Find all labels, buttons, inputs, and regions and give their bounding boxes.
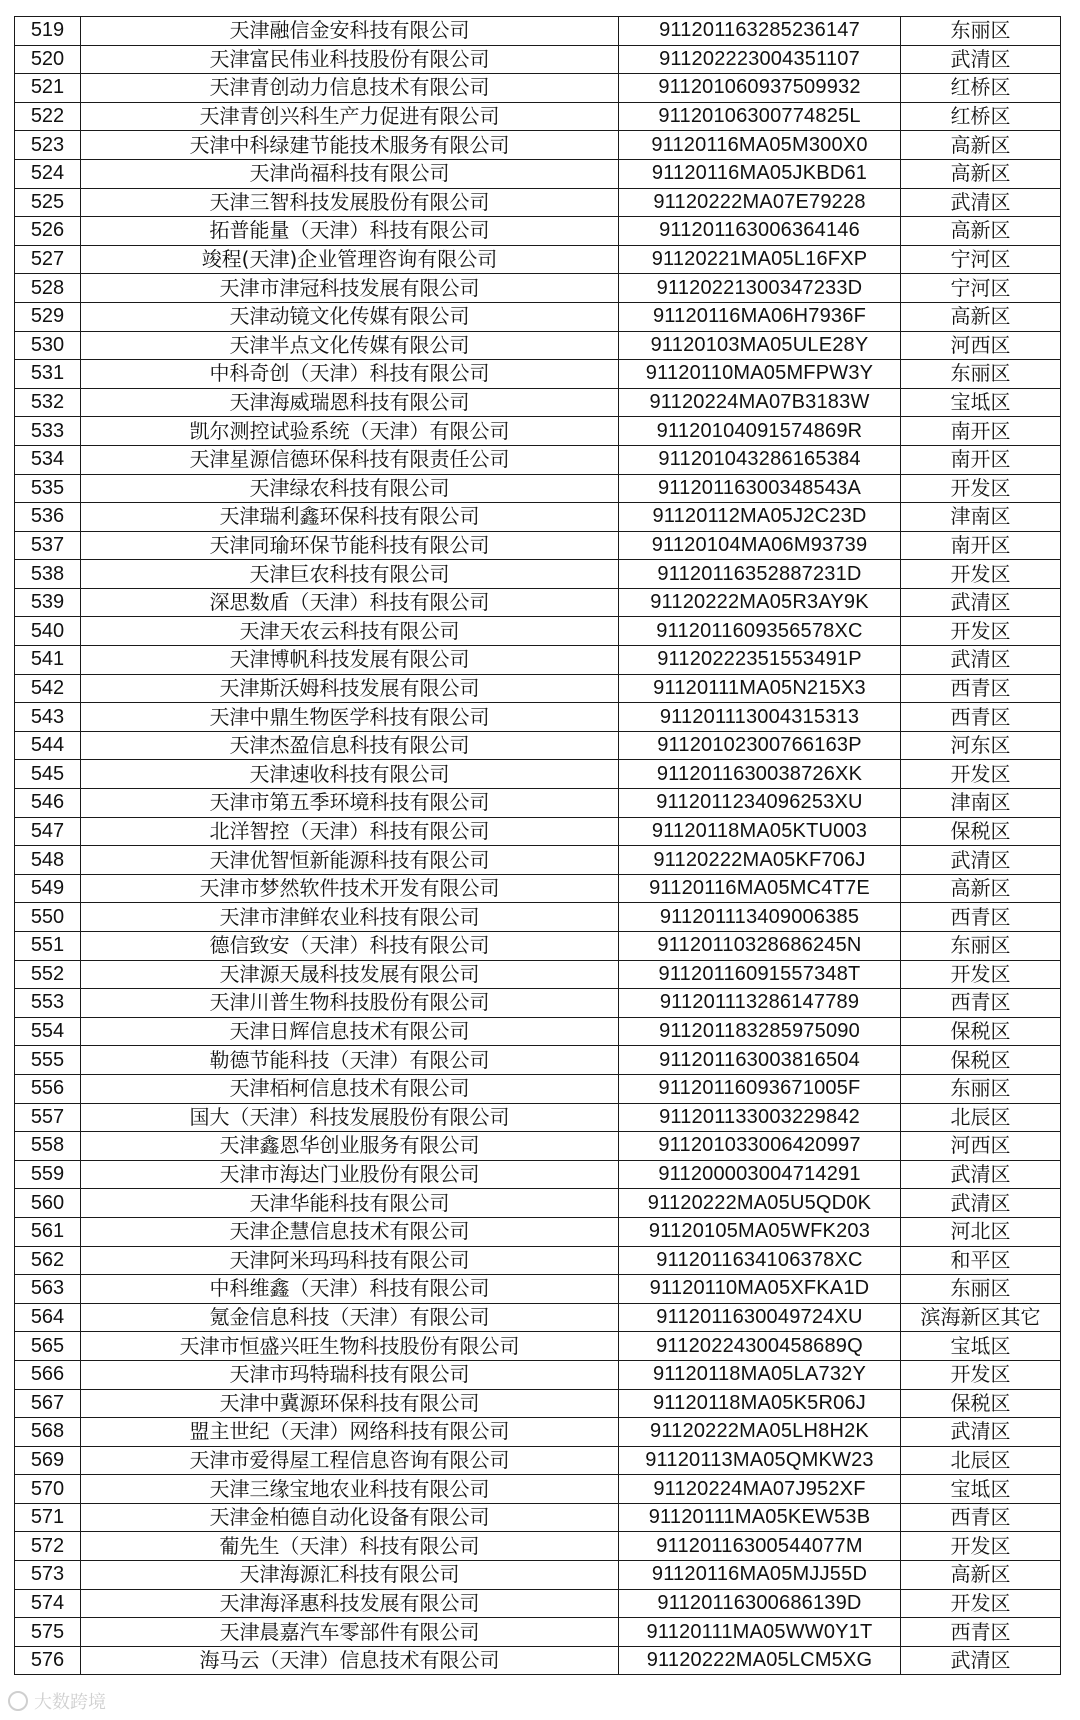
district-cell: 武清区 — [901, 846, 1061, 875]
table-row — [15, 1446, 1061, 1475]
company-name-cell: 天津市梦然软件技术开发有限公司 — [81, 874, 619, 903]
row-number-cell: 563 — [15, 1275, 81, 1304]
district-cell: 高新区 — [901, 159, 1061, 188]
credit-code-cell: 91120222MA05KF706J — [619, 846, 901, 875]
district-cell: 武清区 — [901, 1646, 1061, 1675]
table-row — [15, 646, 1061, 675]
credit-code-cell: 91120224300458689Q — [619, 1332, 901, 1361]
row-number-cell: 531 — [15, 360, 81, 389]
row-number-cell: 541 — [15, 646, 81, 675]
district-cell: 红桥区 — [901, 74, 1061, 103]
credit-code-cell: 91120104MA06M93739 — [619, 531, 901, 560]
credit-code-cell: 91120222MA05LH8H2K — [619, 1418, 901, 1447]
credit-code-cell: 91120118MA05LA732Y — [619, 1360, 901, 1389]
table-row — [15, 503, 1061, 532]
company-name-cell: 天津海泽惠科技发展有限公司 — [81, 1589, 619, 1618]
company-name-cell: 天津川普生物科技股份有限公司 — [81, 989, 619, 1018]
row-number-cell: 567 — [15, 1389, 81, 1418]
district-cell: 高新区 — [901, 874, 1061, 903]
credit-code-cell: 91120222MA05LCM5XG — [619, 1646, 901, 1675]
table-row — [15, 1046, 1061, 1075]
table-row — [15, 302, 1061, 331]
credit-code-cell: 91120221300347233D — [619, 274, 901, 303]
credit-code-cell: 91120116300348543A — [619, 474, 901, 503]
table-row — [15, 474, 1061, 503]
row-number-cell: 534 — [15, 445, 81, 474]
district-cell: 津南区 — [901, 789, 1061, 818]
credit-code-cell: 91120222MA05U5QD0K — [619, 1189, 901, 1218]
table-row — [15, 102, 1061, 131]
credit-code-cell: 91120113MA05QMKW23 — [619, 1446, 901, 1475]
row-number-cell: 551 — [15, 932, 81, 961]
credit-code-cell: 91120116300686139D — [619, 1589, 901, 1618]
row-number-cell: 562 — [15, 1246, 81, 1275]
company-name-cell: 勒德节能科技（天津）有限公司 — [81, 1046, 619, 1075]
district-cell: 开发区 — [901, 960, 1061, 989]
district-cell: 开发区 — [901, 1589, 1061, 1618]
district-cell: 南开区 — [901, 531, 1061, 560]
table-row — [15, 1618, 1061, 1647]
row-number-cell: 565 — [15, 1332, 81, 1361]
table-row — [15, 874, 1061, 903]
district-cell: 西青区 — [901, 903, 1061, 932]
row-number-cell: 572 — [15, 1532, 81, 1561]
row-number-cell: 576 — [15, 1646, 81, 1675]
watermark-logo-icon — [8, 1691, 28, 1711]
table-row — [15, 159, 1061, 188]
district-cell: 东丽区 — [901, 17, 1061, 46]
row-number-cell: 549 — [15, 874, 81, 903]
district-cell: 西青区 — [901, 674, 1061, 703]
table-row — [15, 674, 1061, 703]
credit-code-cell: 9112011234096253XU — [619, 789, 901, 818]
row-number-cell: 554 — [15, 1017, 81, 1046]
credit-code-cell: 91120224MA07B3183W — [619, 388, 901, 417]
row-number-cell: 559 — [15, 1160, 81, 1189]
credit-code-cell: 91120110MA05XFKA1D — [619, 1275, 901, 1304]
credit-code-cell: 91120221MA05L16FXP — [619, 245, 901, 274]
row-number-cell: 529 — [15, 302, 81, 331]
credit-code-cell: 9112011609356578XC — [619, 617, 901, 646]
table-row — [15, 703, 1061, 732]
table-row — [15, 1475, 1061, 1504]
table-row — [15, 1074, 1061, 1103]
credit-code-cell: 91120224MA07J952XF — [619, 1475, 901, 1504]
table-row — [15, 1303, 1061, 1332]
district-cell: 高新区 — [901, 302, 1061, 331]
company-name-cell: 天津星源信德环保科技有限责任公司 — [81, 445, 619, 474]
company-name-cell: 天津海源汇科技有限公司 — [81, 1561, 619, 1590]
company-name-cell: 凯尔测控试验系统（天津）有限公司 — [81, 417, 619, 446]
table-row — [15, 417, 1061, 446]
district-cell: 保税区 — [901, 817, 1061, 846]
credit-code-cell: 9112011630038726XK — [619, 760, 901, 789]
company-name-cell: 天津市海达门业股份有限公司 — [81, 1160, 619, 1189]
company-name-cell: 天津中科绿建节能技术服务有限公司 — [81, 131, 619, 160]
row-number-cell: 550 — [15, 903, 81, 932]
credit-code-cell: 91120222351553491P — [619, 646, 901, 675]
company-name-cell: 天津企慧信息技术有限公司 — [81, 1217, 619, 1246]
company-name-cell: 北洋智控（天津）科技有限公司 — [81, 817, 619, 846]
row-number-cell: 570 — [15, 1475, 81, 1504]
credit-code-cell: 91120102300766163P — [619, 731, 901, 760]
district-cell: 东丽区 — [901, 1074, 1061, 1103]
table-row — [15, 1275, 1061, 1304]
table-row — [15, 989, 1061, 1018]
district-cell: 武清区 — [901, 646, 1061, 675]
district-cell: 西青区 — [901, 989, 1061, 1018]
district-cell: 东丽区 — [901, 932, 1061, 961]
table-row — [15, 846, 1061, 875]
company-name-cell: 天津天农云科技有限公司 — [81, 617, 619, 646]
row-number-cell: 537 — [15, 531, 81, 560]
row-number-cell: 553 — [15, 989, 81, 1018]
row-number-cell: 569 — [15, 1446, 81, 1475]
row-number-cell: 544 — [15, 731, 81, 760]
table-row — [15, 760, 1061, 789]
row-number-cell: 522 — [15, 102, 81, 131]
company-name-cell: 天津三缘宝地农业科技有限公司 — [81, 1475, 619, 1504]
credit-code-cell: 911200003004714291 — [619, 1160, 901, 1189]
credit-code-cell: 91120116300544077M — [619, 1532, 901, 1561]
row-number-cell: 546 — [15, 789, 81, 818]
company-name-cell: 天津瑞利鑫环保科技有限公司 — [81, 503, 619, 532]
company-name-cell: 竣程(天津)企业管理咨询有限公司 — [81, 245, 619, 274]
row-number-cell: 538 — [15, 560, 81, 589]
table-row — [15, 1589, 1061, 1618]
company-name-cell: 天津华能科技有限公司 — [81, 1189, 619, 1218]
district-cell: 北辰区 — [901, 1446, 1061, 1475]
district-cell: 河北区 — [901, 1217, 1061, 1246]
watermark — [8, 1688, 106, 1714]
district-cell: 武清区 — [901, 1160, 1061, 1189]
credit-code-cell: 911201183285975090 — [619, 1017, 901, 1046]
table-row — [15, 531, 1061, 560]
credit-code-cell: 91120111MA05KEW53B — [619, 1503, 901, 1532]
district-cell: 高新区 — [901, 131, 1061, 160]
credit-code-cell: 91120111MA05WW0Y1T — [619, 1618, 901, 1647]
district-cell: 河东区 — [901, 731, 1061, 760]
table-row — [15, 388, 1061, 417]
credit-code-cell: 911201163006364146 — [619, 217, 901, 246]
company-name-cell: 天津杰盈信息科技有限公司 — [81, 731, 619, 760]
credit-code-cell: 9112011634106378XC — [619, 1246, 901, 1275]
district-cell: 保税区 — [901, 1389, 1061, 1418]
credit-code-cell: 911201163003816504 — [619, 1046, 901, 1075]
credit-code-cell: 9112011630049724XU — [619, 1303, 901, 1332]
district-cell: 宁河区 — [901, 245, 1061, 274]
table-row — [15, 360, 1061, 389]
table-row — [15, 560, 1061, 589]
row-number-cell: 524 — [15, 159, 81, 188]
company-name-cell: 天津青创动力信息技术有限公司 — [81, 74, 619, 103]
row-number-cell: 547 — [15, 817, 81, 846]
row-number-cell: 548 — [15, 846, 81, 875]
district-cell: 西青区 — [901, 1503, 1061, 1532]
district-cell: 津南区 — [901, 503, 1061, 532]
company-name-cell: 天津中鼎生物医学科技有限公司 — [81, 703, 619, 732]
credit-code-cell: 91120110328686245N — [619, 932, 901, 961]
company-name-cell: 氪金信息科技（天津）有限公司 — [81, 1303, 619, 1332]
row-number-cell: 566 — [15, 1360, 81, 1389]
credit-code-cell: 91120116MA05MC4T7E — [619, 874, 901, 903]
company-name-cell: 天津青创兴科生产力促进有限公司 — [81, 102, 619, 131]
company-list-table-wrap — [14, 16, 1060, 1675]
row-number-cell: 557 — [15, 1103, 81, 1132]
company-name-cell: 天津阿米玛玛科技有限公司 — [81, 1246, 619, 1275]
district-cell: 宝坻区 — [901, 1475, 1061, 1504]
row-number-cell: 555 — [15, 1046, 81, 1075]
table-row — [15, 903, 1061, 932]
credit-code-cell: 91120222MA07E79228 — [619, 188, 901, 217]
company-name-cell: 海马云（天津）信息技术有限公司 — [81, 1646, 619, 1675]
row-number-cell: 527 — [15, 245, 81, 274]
table-row — [15, 331, 1061, 360]
district-cell: 开发区 — [901, 760, 1061, 789]
company-name-cell: 天津市玛特瑞科技有限公司 — [81, 1360, 619, 1389]
table-row — [15, 217, 1061, 246]
company-name-cell: 天津半点文化传媒有限公司 — [81, 331, 619, 360]
company-name-cell: 天津动镜文化传媒有限公司 — [81, 302, 619, 331]
company-name-cell: 天津市津冠科技发展有限公司 — [81, 274, 619, 303]
company-name-cell: 天津斯沃姆科技发展有限公司 — [81, 674, 619, 703]
company-name-cell: 天津融信金安科技有限公司 — [81, 17, 619, 46]
credit-code-cell: 91120110MA05MFPW3Y — [619, 360, 901, 389]
district-cell: 武清区 — [901, 45, 1061, 74]
credit-code-cell: 91120118MA05KTU003 — [619, 817, 901, 846]
row-number-cell: 571 — [15, 1503, 81, 1532]
table-row — [15, 1532, 1061, 1561]
company-name-cell: 天津栢柯信息技术有限公司 — [81, 1074, 619, 1103]
credit-code-cell: 911201163285236147 — [619, 17, 901, 46]
company-name-cell: 国大（天津）科技发展股份有限公司 — [81, 1103, 619, 1132]
company-name-cell: 中科维鑫（天津）科技有限公司 — [81, 1275, 619, 1304]
district-cell: 保税区 — [901, 1046, 1061, 1075]
company-name-cell: 天津日辉信息技术有限公司 — [81, 1017, 619, 1046]
row-number-cell: 521 — [15, 74, 81, 103]
row-number-cell: 564 — [15, 1303, 81, 1332]
row-number-cell: 533 — [15, 417, 81, 446]
credit-code-cell: 91120116MA05JKBD61 — [619, 159, 901, 188]
company-name-cell: 天津同瑜环保节能科技有限公司 — [81, 531, 619, 560]
district-cell: 北辰区 — [901, 1103, 1061, 1132]
row-number-cell: 519 — [15, 17, 81, 46]
company-name-cell: 天津市津鲜农业科技有限公司 — [81, 903, 619, 932]
company-name-cell: 天津源天晟科技发展有限公司 — [81, 960, 619, 989]
credit-code-cell: 91120116MA05M300X0 — [619, 131, 901, 160]
table-row — [15, 131, 1061, 160]
company-name-cell: 葡先生（天津）科技有限公司 — [81, 1532, 619, 1561]
table-row — [15, 817, 1061, 846]
table-row — [15, 1389, 1061, 1418]
district-cell: 南开区 — [901, 417, 1061, 446]
table-body — [15, 17, 1061, 1675]
company-name-cell: 天津海威瑞恩科技有限公司 — [81, 388, 619, 417]
credit-code-cell: 91120103MA05ULE28Y — [619, 331, 901, 360]
district-cell: 西青区 — [901, 1618, 1061, 1647]
company-name-cell: 天津金柏德自动化设备有限公司 — [81, 1503, 619, 1532]
table-row — [15, 45, 1061, 74]
district-cell: 南开区 — [901, 445, 1061, 474]
row-number-cell: 545 — [15, 760, 81, 789]
credit-code-cell: 911201043286165384 — [619, 445, 901, 474]
credit-code-cell: 911201113286147789 — [619, 989, 901, 1018]
company-name-cell: 深思数盾（天津）科技有限公司 — [81, 588, 619, 617]
table-row — [15, 17, 1061, 46]
district-cell: 开发区 — [901, 1532, 1061, 1561]
district-cell: 高新区 — [901, 1561, 1061, 1590]
credit-code-cell: 91120116MA05MJJ55D — [619, 1561, 901, 1590]
credit-code-cell: 91120116MA06H7936F — [619, 302, 901, 331]
company-list-table — [14, 16, 1061, 1675]
company-name-cell: 天津中冀源环保科技有限公司 — [81, 1389, 619, 1418]
company-name-cell: 天津市第五季环境科技有限公司 — [81, 789, 619, 818]
row-number-cell: 535 — [15, 474, 81, 503]
row-number-cell: 561 — [15, 1217, 81, 1246]
company-name-cell: 天津绿农科技有限公司 — [81, 474, 619, 503]
credit-code-cell: 911201113004315313 — [619, 703, 901, 732]
row-number-cell: 526 — [15, 217, 81, 246]
district-cell: 武清区 — [901, 188, 1061, 217]
table-row — [15, 731, 1061, 760]
table-row — [15, 1103, 1061, 1132]
company-name-cell: 天津鑫恩华创业服务有限公司 — [81, 1132, 619, 1161]
row-number-cell: 525 — [15, 188, 81, 217]
district-cell: 滨海新区其它 — [901, 1303, 1061, 1332]
table-row — [15, 588, 1061, 617]
company-name-cell: 盟主世纪（天津）网络科技有限公司 — [81, 1418, 619, 1447]
table-row — [15, 245, 1061, 274]
row-number-cell: 530 — [15, 331, 81, 360]
table-row — [15, 274, 1061, 303]
table-row — [15, 1332, 1061, 1361]
credit-code-cell: 911201060937509932 — [619, 74, 901, 103]
table-row — [15, 1246, 1061, 1275]
district-cell: 宁河区 — [901, 274, 1061, 303]
company-name-cell: 天津尚福科技有限公司 — [81, 159, 619, 188]
district-cell: 西青区 — [901, 703, 1061, 732]
table-row — [15, 1017, 1061, 1046]
district-cell: 宝坻区 — [901, 388, 1061, 417]
table-row — [15, 1160, 1061, 1189]
district-cell: 东丽区 — [901, 1275, 1061, 1304]
district-cell: 开发区 — [901, 1360, 1061, 1389]
district-cell: 红桥区 — [901, 102, 1061, 131]
watermark-text: 大数跨境 — [34, 1692, 106, 1713]
credit-code-cell: 91120105MA05WFK203 — [619, 1217, 901, 1246]
company-name-cell: 天津速收科技有限公司 — [81, 760, 619, 789]
company-name-cell: 天津三智科技发展股份有限公司 — [81, 188, 619, 217]
row-number-cell: 573 — [15, 1561, 81, 1590]
table-row — [15, 1561, 1061, 1590]
company-name-cell: 天津博帆科技发展有限公司 — [81, 646, 619, 675]
credit-code-cell: 91120116091557348T — [619, 960, 901, 989]
company-name-cell: 天津优智恒新能源科技有限公司 — [81, 846, 619, 875]
row-number-cell: 540 — [15, 617, 81, 646]
row-number-cell: 542 — [15, 674, 81, 703]
district-cell: 河西区 — [901, 331, 1061, 360]
credit-code-cell: 91120111MA05N215X3 — [619, 674, 901, 703]
table-row — [15, 1360, 1061, 1389]
row-number-cell: 556 — [15, 1074, 81, 1103]
table-row — [15, 74, 1061, 103]
table-row — [15, 1217, 1061, 1246]
table-row — [15, 1132, 1061, 1161]
table-row — [15, 1503, 1061, 1532]
table-row — [15, 1189, 1061, 1218]
district-cell: 和平区 — [901, 1246, 1061, 1275]
table-row — [15, 1418, 1061, 1447]
credit-code-cell: 91120106300774825L — [619, 102, 901, 131]
row-number-cell: 552 — [15, 960, 81, 989]
row-number-cell: 536 — [15, 503, 81, 532]
credit-code-cell: 911201033006420997 — [619, 1132, 901, 1161]
company-name-cell: 拓普能量（天津）科技有限公司 — [81, 217, 619, 246]
row-number-cell: 532 — [15, 388, 81, 417]
row-number-cell: 523 — [15, 131, 81, 160]
company-name-cell: 天津市恒盛兴旺生物科技股份有限公司 — [81, 1332, 619, 1361]
credit-code-cell: 91120112MA05J2C23D — [619, 503, 901, 532]
row-number-cell: 560 — [15, 1189, 81, 1218]
credit-code-cell: 91120104091574869R — [619, 417, 901, 446]
table-row — [15, 188, 1061, 217]
row-number-cell: 543 — [15, 703, 81, 732]
credit-code-cell: 91120116093671005F — [619, 1074, 901, 1103]
company-name-cell: 天津晨嘉汽车零部件有限公司 — [81, 1618, 619, 1647]
district-cell: 开发区 — [901, 617, 1061, 646]
row-number-cell: 558 — [15, 1132, 81, 1161]
district-cell: 开发区 — [901, 474, 1061, 503]
district-cell: 东丽区 — [901, 360, 1061, 389]
district-cell: 河西区 — [901, 1132, 1061, 1161]
credit-code-cell: 911201133003229842 — [619, 1103, 901, 1132]
table-row — [15, 789, 1061, 818]
table-row — [15, 932, 1061, 961]
row-number-cell: 528 — [15, 274, 81, 303]
row-number-cell: 568 — [15, 1418, 81, 1447]
company-name-cell: 天津市爱得屋工程信息咨询有限公司 — [81, 1446, 619, 1475]
company-name-cell: 中科奇创（天津）科技有限公司 — [81, 360, 619, 389]
row-number-cell: 520 — [15, 45, 81, 74]
credit-code-cell: 91120116352887231D — [619, 560, 901, 589]
table-row — [15, 1646, 1061, 1675]
district-cell: 保税区 — [901, 1017, 1061, 1046]
credit-code-cell: 911202223004351107 — [619, 45, 901, 74]
credit-code-cell: 91120222MA05R3AY9K — [619, 588, 901, 617]
district-cell: 武清区 — [901, 1418, 1061, 1447]
district-cell: 开发区 — [901, 560, 1061, 589]
company-name-cell: 天津巨农科技有限公司 — [81, 560, 619, 589]
row-number-cell: 539 — [15, 588, 81, 617]
credit-code-cell: 911201113409006385 — [619, 903, 901, 932]
table-row — [15, 445, 1061, 474]
district-cell: 宝坻区 — [901, 1332, 1061, 1361]
table-row — [15, 617, 1061, 646]
credit-code-cell: 91120118MA05K5R06J — [619, 1389, 901, 1418]
district-cell: 高新区 — [901, 217, 1061, 246]
row-number-cell: 574 — [15, 1589, 81, 1618]
table-row — [15, 960, 1061, 989]
company-name-cell: 天津富民伟业科技股份有限公司 — [81, 45, 619, 74]
district-cell: 武清区 — [901, 1189, 1061, 1218]
row-number-cell: 575 — [15, 1618, 81, 1647]
district-cell: 武清区 — [901, 588, 1061, 617]
company-name-cell: 德信致安（天津）科技有限公司 — [81, 932, 619, 961]
